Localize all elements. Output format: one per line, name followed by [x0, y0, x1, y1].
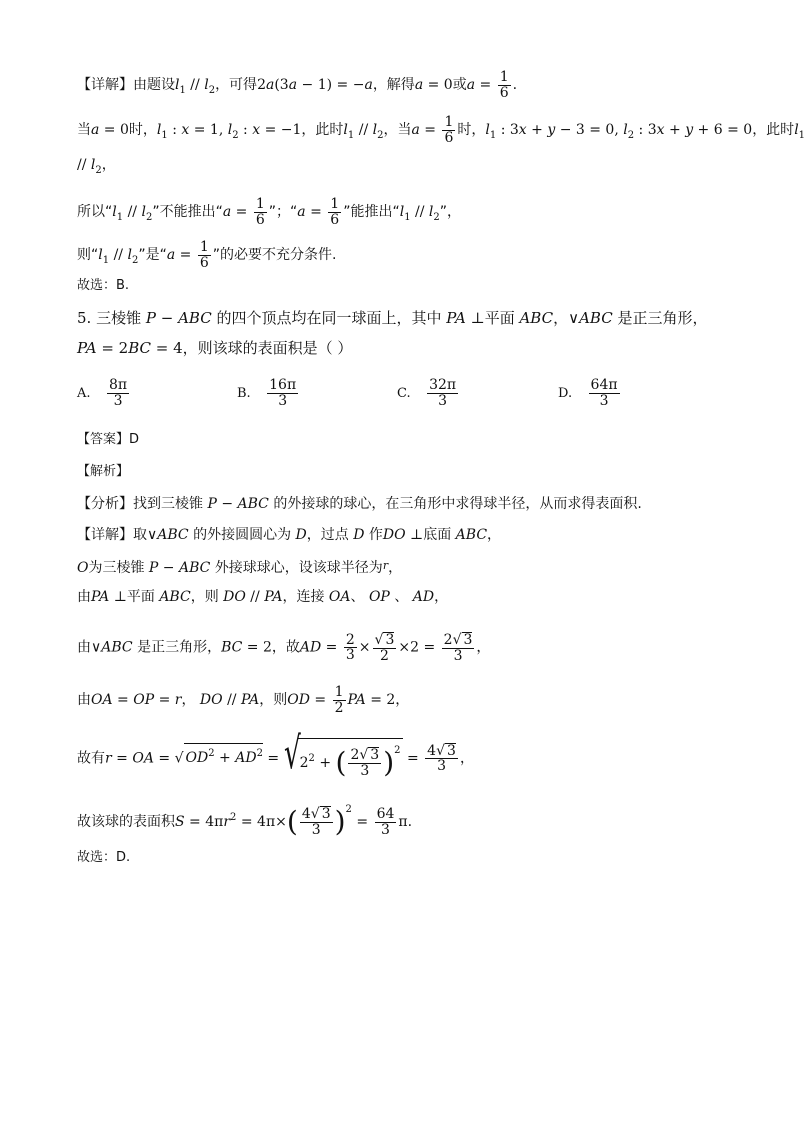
option-b[interactable]: B. $\frac{16\pi}{3}$	[237, 377, 297, 409]
text: ，	[487, 527, 502, 543]
text: ，解得	[372, 77, 415, 94]
text: .	[512, 77, 518, 94]
text: 由	[77, 639, 91, 656]
text: ，	[459, 750, 474, 767]
detail-line-2: 当a = 0时，$l_1$ : x = 1, $l_2$ : x = −1，此时$l_1 // l_2$，当a = $\frac{1}{6}$ 时，$l_1$ : 3x + y − 3 = 0, $l_2$ : 3x + y + 6 = 0，此时$l_1$	[77, 114, 805, 146]
analysis-line: 【分析】找到三棱锥 P − ABC 的外接球的球心，在三角形中求得球半径，从而求得表面积.	[77, 496, 642, 512]
text: 【详解】取	[77, 527, 147, 543]
text: 故该球的表面积	[77, 814, 175, 830]
text: ，当	[383, 122, 412, 139]
text: 或	[452, 77, 467, 94]
detail2-line-2: O为三棱锥 P − ABC 外接球球心，设该球半径为$^r$，	[77, 559, 403, 576]
text: 故有	[77, 750, 105, 767]
text: 【分析】找到三棱锥	[77, 496, 203, 512]
text: 为三棱锥	[88, 560, 145, 576]
detail2-line-5: 由OA = OP = r， DO // PA，则OD = $\frac{1}{2}$ PA = 2，	[77, 684, 410, 716]
text: 是正三角形，	[617, 309, 708, 327]
text: 的外接圆圆心为	[193, 527, 292, 543]
text: 当	[77, 122, 91, 139]
detail2-line-6: 故有r = OA = √ $OD^2 + AD^2$ = √ $2^2$ + ( $\frac{2√ 3}{3}$ )$^2$ = $\frac{4√ 3}{3}$ ，	[77, 728, 474, 779]
text: ，此时	[301, 122, 344, 139]
text: 由	[77, 589, 91, 605]
text: 时，	[128, 122, 157, 139]
text: ”不能推出“	[152, 204, 223, 221]
text: ，故	[271, 639, 300, 656]
text: ，	[476, 639, 491, 656]
choice-line: 故选：B.	[77, 278, 130, 293]
text: ，则	[190, 589, 219, 605]
detail2-line-3: 由PA ⊥平面 ABC，则 DO // PA，连接 OA、 OP 、 AD，	[77, 589, 449, 605]
text: 、	[350, 589, 365, 605]
text: ，	[101, 157, 116, 173]
text: 由	[77, 692, 91, 709]
text: ，	[388, 560, 403, 576]
text: ”；“	[268, 204, 298, 221]
option-d[interactable]: D. $\frac{64\pi}{3}$	[558, 377, 618, 409]
detail2-line-7: 故该球的表面积$S = 4\pi r^2 = 4\pi\times$( $\frac{4√ 3}{3}$ )$^2$ = $\frac{64}{3}$ π.	[77, 804, 413, 838]
text: 的外接球的球心，在三角形中求得球半径，从而求得表面积.	[273, 496, 642, 512]
text: ，则该球的表面积是（ ）	[182, 339, 353, 357]
text: ，	[553, 309, 569, 327]
question-5-line-1: 5. 三棱锥 P − ABC 的四个顶点均在同一球面上，其中 PA ⊥平面 ABC，∨ABC 是正三角形，	[77, 309, 708, 327]
text: 三棱锥	[96, 309, 142, 327]
text: 时，	[457, 122, 486, 139]
analysis-heading: 【解析】	[77, 464, 130, 479]
text: ，可得	[215, 77, 258, 94]
option-c[interactable]: C. $\frac{32\pi}{3}$	[397, 377, 457, 409]
text: ，	[395, 692, 410, 709]
text: ，则	[259, 692, 288, 709]
question-5-line-2: PA = 2BC = 4，则该球的表面积是（ ）	[77, 339, 353, 357]
text: ”的必要不充分条件.	[212, 247, 337, 264]
question-number: 5.	[77, 309, 92, 327]
text: ”能推出“	[343, 204, 400, 221]
detail-line-5: 则“$l_1 // l_2$”是“a = $\frac{1}{6}$ ”的必要不充分条件.	[77, 239, 337, 271]
text: ”，	[439, 204, 462, 221]
text: 【详解】由题设	[77, 77, 175, 94]
text: 是正三角形，	[137, 639, 222, 656]
text: ，此时	[752, 122, 795, 139]
final-choice-line: 故选：D.	[77, 850, 131, 865]
text: 、	[394, 589, 409, 605]
option-a[interactable]: A. $\frac{8\pi}{3}$	[77, 377, 128, 409]
detail-line-1: 【详解】由题设$l_1 // l_2$，可得2a(3a − 1) = −a，解得a = 0或a = $\frac{1}{6}$ .	[77, 69, 518, 101]
text: .	[407, 814, 413, 830]
text: 所以“	[77, 204, 113, 221]
text: ，连接	[282, 589, 325, 605]
options-row	[77, 378, 717, 418]
text: 底面	[423, 527, 452, 543]
text: 则“	[77, 247, 99, 264]
text: 平面	[126, 589, 155, 605]
detail-line-3: // $l_2$，	[77, 157, 116, 176]
text: 的四个顶点均在同一球面上，其中	[216, 309, 442, 327]
text: ，	[181, 692, 196, 709]
detail2-line-4: 由∨ABC 是正三角形，BC = 2，故AD = $\frac{2}{3}$ × $\frac{√ 3}{2}$ ×2 = $\frac{2√ 3}{3}$ ，	[77, 631, 491, 664]
text: 作	[368, 527, 383, 543]
detail-line-4: 所以“$l_1 // l_2$”不能推出“a = $\frac{1}{6}$ ”；“a = $\frac{1}{6}$ ”能推出“$l_1 // l_2$”，	[77, 196, 462, 228]
detail2-line-1: 【详解】取∨ABC 的外接圆圆心为 D，过点 D 作DO ⊥底面 ABC，	[77, 527, 502, 543]
text: ，	[434, 589, 449, 605]
answer-label: 【答案】D	[77, 432, 140, 447]
text: 外接球球心，设该球半径为	[214, 560, 383, 576]
text: ”是“	[138, 247, 167, 264]
text: 平面	[484, 309, 515, 327]
text: ，过点	[306, 527, 349, 543]
